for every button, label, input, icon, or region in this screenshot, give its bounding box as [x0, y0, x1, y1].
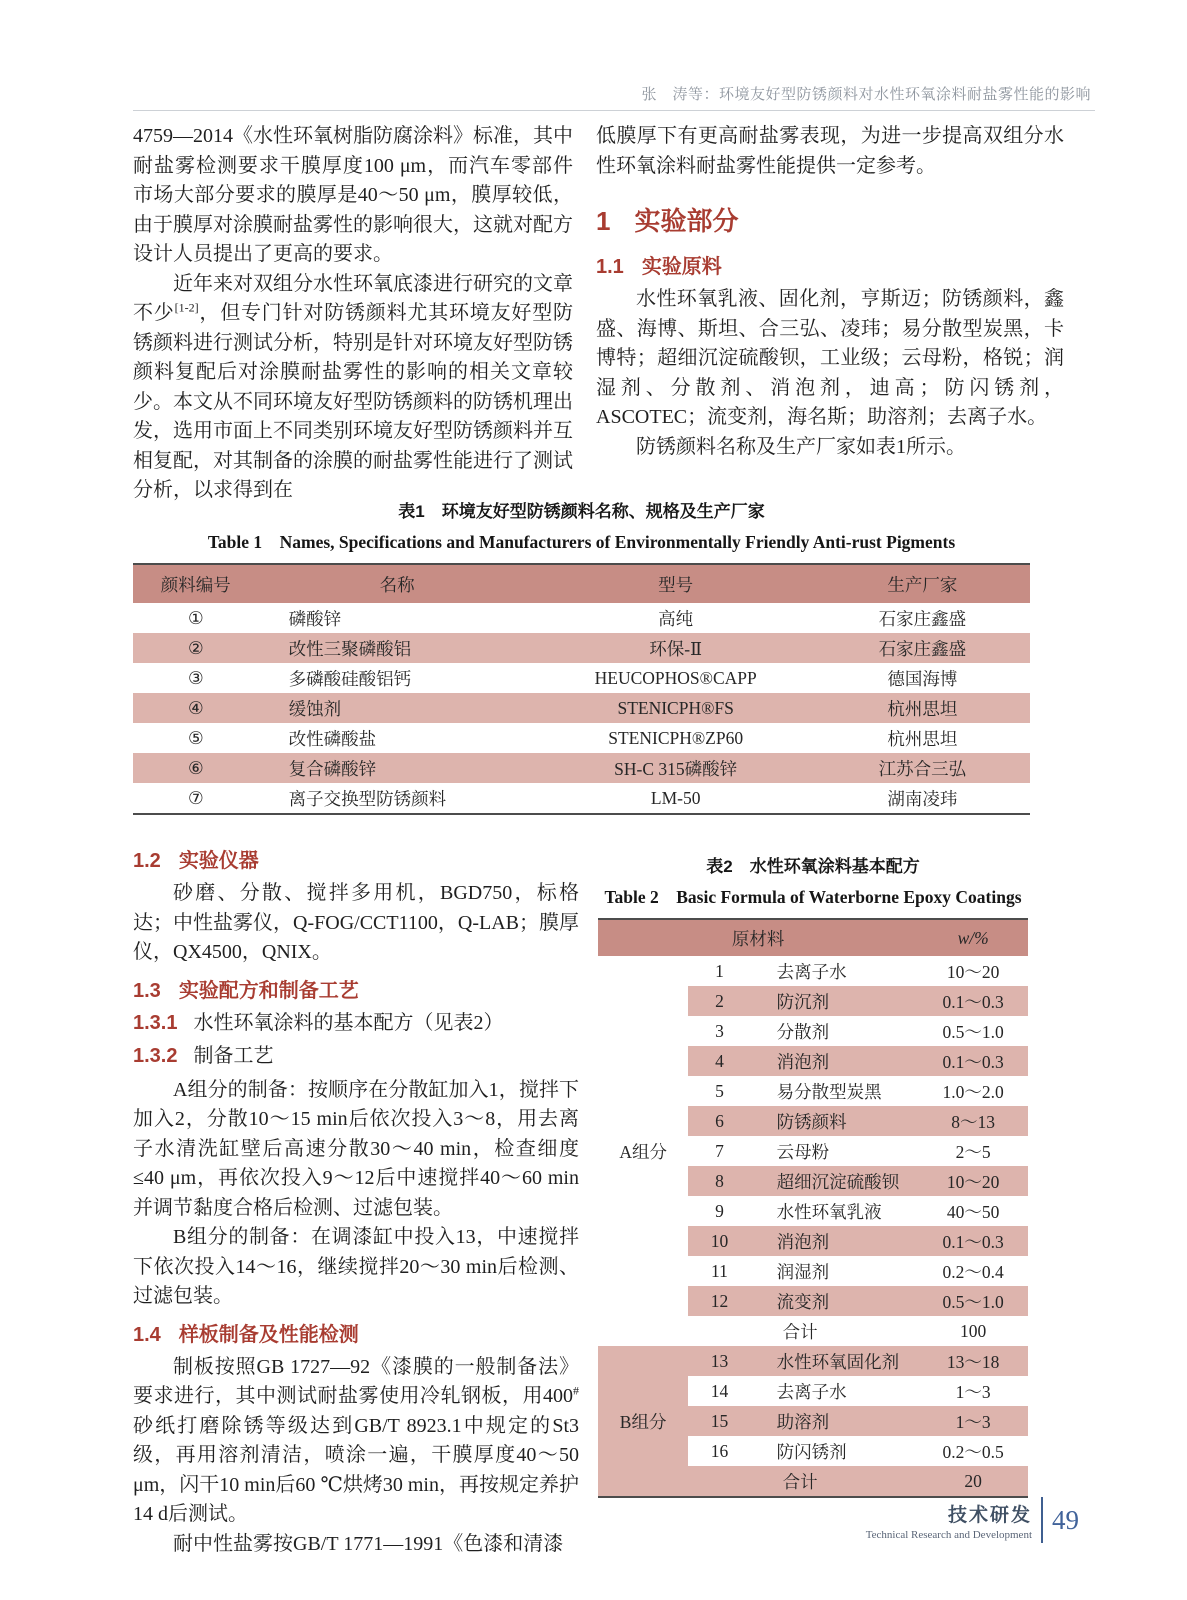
table-cell: 助溶剂 — [751, 1406, 919, 1436]
section-number: 1.3.2 — [133, 1045, 178, 1067]
section-heading-1 — [596, 201, 1064, 238]
table-cell: 水性环氧固化剂 — [751, 1346, 919, 1376]
right-column-top — [596, 122, 1064, 462]
section-title: 样板制备及性能检测 — [178, 1323, 359, 1346]
section-title: 水性环氧涂料的基本配方（见表2） — [193, 1011, 504, 1034]
footer-divider-bar — [1041, 1497, 1043, 1543]
footer-section-en: Technical Research and Development — [865, 1528, 1032, 1541]
paragraph-text: 制板按照GB 1727—92《漆膜的一般制备法》要求进行，其中测试耐盐雾使用冷轧钢板，用400 — [133, 1355, 579, 1407]
table-row — [133, 693, 1030, 723]
section-number: 1.3 — [133, 979, 161, 1002]
table2-caption-zh: 表2 水性环氧涂料基本配方 — [706, 857, 920, 876]
table-cell: 流变剂 — [751, 1286, 919, 1316]
left-column-bottom — [133, 838, 579, 1559]
table-cell: ① — [187, 607, 204, 628]
table-cell: 4 — [688, 1046, 750, 1076]
table-cell: 合计 — [782, 1321, 818, 1342]
table-cell: 石家庄鑫盛 — [878, 638, 967, 659]
table-row — [133, 633, 1030, 663]
superscript: # — [573, 1383, 579, 1398]
table-cell: 消泡剂 — [751, 1046, 919, 1076]
table-cell: 2～5 — [955, 1141, 991, 1162]
table-cell: 环保-Ⅱ — [649, 638, 703, 659]
table-cell: 水性环氧乳液 — [776, 1201, 882, 1222]
table-cell: 10～20 — [946, 961, 1000, 982]
paragraph-text: 砂纸打磨除锈等级达到GB/T 8923.1中规定的St3级，再用溶剂清洁，喷涂一遍，干膜厚度40～50 μm，闪干10 min后60 ℃烘烤30 min，再按规定养护14 d后测试。 — [133, 1414, 579, 1525]
header-rule-divider — [133, 110, 1095, 111]
table1-block — [133, 497, 1030, 815]
group-b-label: B组分 — [598, 1346, 688, 1497]
paragraph-text: ，但专门针对防锈颜料尤其环境友好型防锈颜料进行测试分析，特别是针对环境友好型防锈颜料复配后对涂膜耐盐雾性的影响的相关文章较少。本文从不同环境友好型防锈颜料的防锈机理出发，选用市面上不同类别环境友好型防锈颜料并互相复配，对其制备的涂膜的耐盐雾性能进行了测试分析，以求得到在 — [133, 302, 574, 501]
table-cell: 改性磷酸盐 — [288, 728, 377, 749]
table2-header-row — [598, 919, 1028, 956]
table-cell: 1 — [715, 960, 724, 981]
table1-header-cell: 型号 — [658, 574, 694, 595]
paragraph: A组分的制备：按顺序在分散缸加入1，搅拌下加入2，分散10～15 min后依次投入3～8，用去离子水清洗缸壁后高速分散30～40 min，检查细度≤40 μm，再依次投入9～12后中速搅拌40～60 min并调节黏度合格后检测、过滤包装。 — [133, 1078, 579, 1219]
section-number: 1.4 — [133, 1323, 161, 1346]
table-cell: 改性三聚磷酸铝 — [288, 638, 412, 659]
table-cell: 1.0～2.0 — [942, 1081, 1004, 1102]
paragraph: 4759—2014《水性环氧树脂防腐涂料》标准，其中耐盐雾检测要求干膜厚度100 μm，而汽车零部件市场大部分要求的膜厚是40～50 μm，膜厚较低，由于膜厚对涂膜耐盐雾性的影响很大，这就对配方设计人员提出了更高的要求。 — [133, 125, 573, 265]
paragraph — [133, 1353, 579, 1530]
paragraph: 低膜厚下有更高耐盐雾表现，为进一步提高双组分水性环氧涂料耐盐雾性能提供一定参考。 — [596, 125, 1064, 177]
table-cell: 8 — [688, 1166, 750, 1196]
table-cell: 复合磷酸锌 — [288, 758, 377, 779]
table-cell: 2 — [688, 986, 750, 1016]
section-number: 1.1 — [596, 256, 624, 278]
table-cell: ④ — [187, 697, 204, 718]
section-title: 实验原料 — [641, 256, 722, 278]
table-cell — [688, 1316, 750, 1346]
table-cell: 11 — [711, 1260, 728, 1281]
table-cell: 16 — [710, 1440, 729, 1461]
section-number: 1.3.1 — [133, 1011, 178, 1034]
table-cell: 13～18 — [918, 1346, 1028, 1376]
table-cell: 润湿剂 — [776, 1261, 830, 1282]
table-cell: 防闪锈剂 — [776, 1441, 847, 1462]
table-cell: 40～50 — [946, 1201, 1000, 1222]
table-cell: 3 — [715, 1020, 724, 1041]
paragraph: 砂磨、分散、搅拌多用机，BGD750，标格达；中性盐雾仪，Q-FOG/CCT1100，Q-LAB；膜厚仪，QX4500，QNIX。 — [133, 882, 579, 963]
paragraph — [133, 270, 573, 506]
table-cell: 6 — [688, 1106, 750, 1136]
table-cell: ⑦ — [187, 787, 204, 808]
table-cell: 多磷酸硅酸铝钙 — [288, 668, 412, 689]
table-cell: 0.5～1.0 — [918, 1286, 1028, 1316]
footer-section-zh: 技术研发 — [947, 1504, 1032, 1526]
table1-header-row — [133, 564, 1030, 603]
table-cell: 0.1～0.3 — [918, 1046, 1028, 1076]
table-cell: 14 — [710, 1380, 729, 1401]
table-cell: 杭州思坦 — [887, 728, 958, 749]
table-cell: 防沉剂 — [751, 986, 919, 1016]
table-cell: 10 — [688, 1226, 750, 1256]
table1-caption-en: Table 1 Names, Specifications and Manufacturers of Environmentally Friendly Anti-rust Pigments — [207, 532, 956, 552]
table-cell: 石家庄鑫盛 — [878, 608, 967, 629]
table-row — [133, 603, 1030, 633]
table-cell: 湖南凌玮 — [887, 788, 958, 809]
table-cell: 15 — [688, 1406, 750, 1436]
table-cell: 分散剂 — [776, 1021, 830, 1042]
table-cell: 缓蚀剂 — [288, 698, 342, 719]
table-cell: 13 — [688, 1346, 750, 1376]
table2-caption-en: Table 2 Basic Formula of Waterborne Epoxy Coatings — [604, 887, 1022, 907]
table-cell: 0.1～0.3 — [918, 986, 1028, 1016]
table1 — [133, 563, 1030, 815]
table-cell: 离子交换型防锈颜料 — [288, 788, 447, 809]
table-cell: 100 — [960, 1320, 987, 1341]
section-number: 1.2 — [133, 850, 161, 872]
table-cell: LM-50 — [650, 787, 701, 808]
section-heading-1-3-1 — [133, 1009, 579, 1039]
table-cell: 9 — [715, 1200, 724, 1221]
section-heading-1-3-2 — [133, 1042, 579, 1072]
table-cell: 杭州思坦 — [887, 698, 958, 719]
table-cell: ③ — [187, 667, 204, 688]
table-cell: 0.5～1.0 — [942, 1021, 1004, 1042]
section-title: 实验仪器 — [178, 850, 259, 872]
citation-superscript: [1-2] — [174, 300, 199, 315]
table-cell: 12 — [688, 1286, 750, 1316]
table-cell: 8～13 — [918, 1106, 1028, 1136]
running-header-text: 张 涛等：环境友好型防锈颜料对水性环氧涂料耐盐雾性能的影响 — [641, 85, 1091, 103]
table-cell: 1～3 — [918, 1406, 1028, 1436]
table-cell: 高纯 — [658, 608, 694, 629]
table-cell: 易分散型炭黑 — [776, 1081, 882, 1102]
table-cell: 江苏合三弘 — [878, 758, 967, 779]
table-cell: 20 — [918, 1466, 1028, 1497]
table-cell: 超细沉淀硫酸钡 — [751, 1166, 919, 1196]
section-heading-1-3 — [133, 974, 579, 1003]
table2-block — [598, 852, 1028, 1498]
table-row — [133, 753, 1030, 783]
table-cell: 防锈颜料 — [751, 1106, 919, 1136]
table1-header-cell: 名称 — [379, 574, 415, 595]
section-heading-1-4 — [133, 1318, 579, 1347]
section-title: 制备工艺 — [193, 1045, 274, 1067]
section-title: 实验配方和制备工艺 — [178, 979, 359, 1002]
table-cell: 云母粉 — [776, 1141, 830, 1162]
table-cell: HEUCOPHOS®CAPP — [594, 667, 757, 688]
table-row — [133, 723, 1030, 753]
section-title: 实验部分 — [634, 206, 739, 236]
footer-section-label — [866, 1500, 1032, 1541]
section-heading-1-2 — [133, 844, 579, 873]
table-cell: 0.1～0.3 — [918, 1226, 1028, 1256]
table-cell: 1～3 — [955, 1381, 991, 1402]
table-cell: 德国海博 — [887, 668, 958, 689]
section-heading-1-1 — [596, 250, 1064, 279]
table-cell: 去离子水 — [776, 1381, 847, 1402]
table1-header-cell: 生产厂家 — [887, 574, 958, 595]
paragraph-text: 近年来对双组分水性环氧底漆进行研究的文章不少 — [133, 272, 573, 324]
table-cell: 合计 — [751, 1466, 919, 1497]
table-cell: 5 — [715, 1080, 724, 1101]
table-row — [598, 956, 1028, 986]
table-cell: 7 — [715, 1140, 724, 1161]
running-header — [641, 83, 1091, 104]
table-cell: 10～20 — [918, 1166, 1028, 1196]
section-number: 1 — [596, 206, 611, 236]
group-a-label: A组分 — [619, 1141, 667, 1162]
table-cell: SH-C 315磷酸锌 — [614, 758, 738, 779]
table-cell: STENICPH®ZP60 — [608, 727, 744, 748]
table-cell — [688, 1466, 750, 1497]
table-cell: 0.2～0.4 — [942, 1261, 1004, 1282]
table2 — [598, 918, 1028, 1498]
table2-header-cell: w/% — [957, 927, 989, 948]
table-cell: ⑤ — [187, 727, 204, 748]
table2-header-cell: 原材料 — [731, 928, 785, 949]
table-cell: 消泡剂 — [751, 1226, 919, 1256]
table-cell: 0.2～0.5 — [942, 1441, 1004, 1462]
table-row — [598, 1346, 1028, 1376]
table-cell: ⑥ — [187, 757, 204, 778]
left-column-top — [133, 122, 573, 506]
page-number: 49 — [1052, 1504, 1079, 1535]
table-cell: ② — [187, 637, 204, 658]
paragraph: B组分的制备：在调漆缸中投入13，中速搅拌下依次投入14～16，继续搅拌20～30 min后检测、过滤包装。 — [133, 1226, 579, 1307]
paragraph: 水性环氧乳液、固化剂，亨斯迈；防锈颜料，鑫盛、海博、斯坦、合三弘、凌玮；易分散型炭黑，卡博特；超细沉淀硫酸钡，工业级；云母粉，格锐；润湿剂、分散剂、消泡剂，迪高；防闪锈剂，ASCOTEC；流变剂，海名斯；助溶剂；去离子水。 — [596, 288, 1064, 428]
table1-header-cell: 颜料编号 — [160, 574, 231, 595]
table-cell: 去离子水 — [776, 961, 847, 982]
table-row — [133, 783, 1030, 814]
page-footer — [866, 1497, 1079, 1543]
table-row — [133, 663, 1030, 693]
paragraph: 耐中性盐雾按GB/T 1771—1991《色漆和清漆 — [173, 1532, 564, 1555]
paragraph: 防锈颜料名称及生产厂家如表1所示。 — [636, 435, 966, 458]
table-cell: 磷酸锌 — [288, 608, 342, 629]
table-cell: STENICPH®FS — [617, 697, 734, 718]
table1-caption-zh: 表1 环境友好型防锈颜料名称、规格及生产厂家 — [398, 502, 765, 521]
